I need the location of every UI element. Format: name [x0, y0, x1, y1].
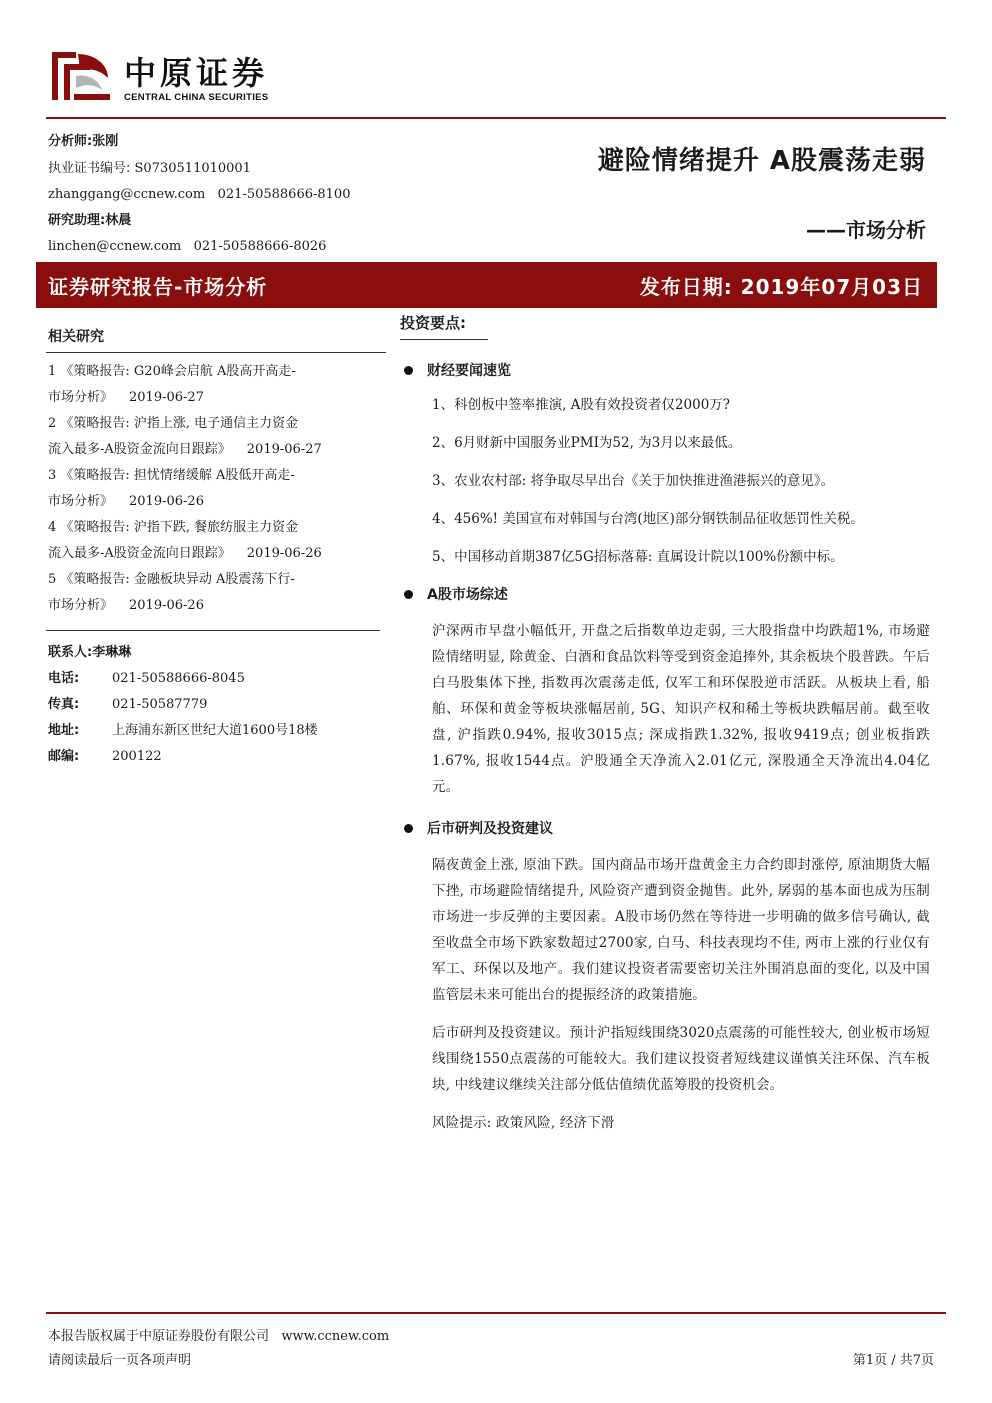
footer-disclaimer: 请阅读最后一页各项声明	[48, 1353, 192, 1368]
related-item-date: 2019-06-26	[129, 598, 204, 613]
news-item: 1、科创板中签率推演, A股有效投资者仅2000万?	[432, 397, 731, 413]
news-item: 3、农业农村部: 将争取尽早出台《关于加快推进渔港振兴的意见》。	[432, 473, 835, 489]
related-item-title-cont	[46, 593, 386, 619]
brand-name-en: CENTRAL CHINA SECURITIES	[124, 92, 269, 103]
related-research	[46, 318, 386, 619]
market-heading-row	[404, 584, 930, 604]
news-heading-row	[404, 360, 930, 380]
news-item: 2、6月财新中国服务业PMI为52, 为3月以来最低。	[432, 435, 742, 451]
bullet-dot-icon	[404, 366, 413, 375]
contact-block	[48, 640, 388, 770]
contact-address-row	[48, 718, 388, 744]
market-summary: 沪深两市早盘小幅低开, 开盘之后指数单边走弱, 三大股指盘中均跌超1%, 市场避险情绪明显, 除黄金、白酒和食品饮料等受到资金追捧外, 其余板块个股普跌。午后白马股集体下挫, 指数再次震荡走低, 仅军工和环保股逆市活跃。从板块上看, 船舶、环保和黄金等板块涨幅居前, 5G、知识产权和稀土等板块跌幅居前。截至收盘, 沪指跌0.94%, 报收3015点; 深成指跌1.32%, 报收9419点; 创业板指跌1.67%, 报收1544点。沪股通全天净流入2.01亿元, 深股通全天净流出4.04亿元。	[432, 623, 930, 795]
news-item: 4、456%! 美国宣布对韩国与台湾(地区)部分钢铁制品征收惩罚性关税。	[432, 511, 864, 527]
advice-paragraph-1: 隔夜黄金上涨, 原油下跌。国内商品市场开盘黄金主力合约即封涨停, 原油期货大幅下挫, 市场避险情绪提升, 风险资产遭到资金抛售。此外, 孱弱的基本面也成为压制市场进一步反弹的主要因素。A股市场仍然在等待进一步明确的做多信号确认, 截至收盘全市场下跌家数超过2700家, 白马、科技表现均不佳, 两市上涨的行业仅有军工、环保以及地产。我们建议投资者需要密切关注外围消息面的变化, 以及中国监管层未来可能出台的提振经济的政策措施。	[432, 857, 930, 1003]
related-item-title-cont	[46, 385, 386, 411]
assistant-label: 研究助理:	[48, 213, 106, 228]
contact-zip-label: 邮编:	[48, 749, 80, 764]
banner-publish-date: 发布日期: 2019年07月03日	[639, 275, 923, 299]
advice-heading-row	[404, 818, 930, 838]
related-item-title-cont	[46, 489, 386, 515]
related-item-title: 3 《策略报告: 担忧情绪缓解 A股低开高走-	[48, 468, 295, 483]
bullet-dot-icon	[404, 824, 413, 833]
news-item: 5、中国移动首期387亿5G招标落幕: 直属设计院以100%份额中标。	[432, 549, 844, 565]
header-rule	[46, 117, 946, 119]
footer-rule	[46, 1312, 946, 1314]
report-subtitle: ——市场分析	[806, 218, 926, 242]
market-heading: A股市场综述	[427, 587, 508, 603]
contact-fax-label: 传真:	[48, 697, 80, 712]
contact-zip: 200122	[112, 749, 162, 764]
contact-address-label: 地址:	[48, 723, 80, 738]
related-item-date: 2019-06-26	[246, 546, 322, 561]
contact-person-label: 联系人:	[48, 645, 93, 660]
report-banner	[36, 262, 937, 308]
contact-phone: 021-50588666-8045	[112, 671, 245, 686]
contact-fax: 021-50587779	[112, 697, 208, 712]
contact-person-row	[48, 640, 388, 666]
advice-paragraph-2: 后市研判及投资建议。预计沪指短线围绕3020点震荡的可能性较大, 创业板市场短线围绕1550点震荡的可能较大。我们建议投资者短线建议谨慎关注环保、汽车板块, 中线建议继续关注部分低估值绩优蓝筹股的投资机会。	[432, 1025, 930, 1093]
analyst-cert: S0730511010001	[134, 161, 251, 176]
key-points-heading: 投资要点:	[400, 312, 488, 340]
related-item-title: 5 《策略报告: 金融板块异动 A股震荡下行-	[48, 572, 295, 587]
assistant-name: 林晨	[105, 213, 132, 228]
related-item-date: 2019-06-27	[129, 390, 204, 405]
analyst-cert-row	[48, 159, 251, 179]
contact-address: 上海浦东新区世纪大道1600号18楼	[112, 723, 318, 738]
related-item-title: 1 《策略报告: G20峰会启航 A股高开高走-	[48, 364, 296, 379]
contact-phone-row	[48, 666, 388, 692]
assistant-row	[48, 211, 131, 231]
footer-page-number: 第1页 / 共7页	[852, 1353, 934, 1368]
assistant-contact: linchen@ccnew.com 021-50588666-8026	[48, 239, 327, 254]
contact-person: 李琳琳	[92, 645, 132, 660]
analyst-name-row	[48, 132, 118, 152]
contact-phone-label: 电话:	[48, 671, 80, 686]
related-item-title-tail: 市场分析》	[48, 598, 114, 613]
banner-category: 证券研究报告-市场分析	[48, 275, 268, 299]
analyst-contact: zhanggang@ccnew.com 021-50588666-8100	[48, 187, 351, 202]
related-item-title-tail: 流入最多-A股资金流向日跟踪》	[48, 546, 231, 561]
news-heading: 财经要闻速览	[427, 363, 511, 379]
related-item-title-cont	[46, 541, 386, 567]
related-item-title-tail: 市场分析》	[48, 494, 114, 509]
risk-note: 风险提示: 政策风险, 经济下滑	[432, 1115, 615, 1131]
advice-heading: 后市研判及投资建议	[427, 821, 553, 837]
bullet-dot-icon	[404, 590, 413, 599]
footer-copyright: 本报告版权属于中原证券股份有限公司 www.ccnew.com	[48, 1329, 390, 1344]
news-list	[400, 392, 930, 570]
related-item-title: 4 《策略报告: 沪指下跌, 餐旅纺服主力资金	[48, 520, 299, 535]
report-title: 避险情绪提升 A股震荡走弱	[597, 146, 926, 176]
related-item-title-tail: 市场分析》	[48, 390, 114, 405]
analyst-cert-label: 执业证书编号:	[48, 161, 131, 176]
related-item-date: 2019-06-27	[246, 442, 322, 457]
analyst-name: 张刚	[92, 134, 119, 149]
analyst-name-label: 分析师:	[48, 134, 93, 149]
contact-rule	[46, 630, 380, 631]
contact-fax-row	[48, 692, 388, 718]
brand-logo-mark	[50, 50, 112, 104]
related-heading: 相关研究	[46, 318, 386, 353]
related-item-title-tail: 流入最多-A股资金流向日跟踪》	[48, 442, 231, 457]
brand-name-cn: 中原证券	[124, 54, 269, 92]
contact-zip-row	[48, 744, 388, 770]
related-item-title-cont	[46, 437, 386, 463]
related-list	[46, 359, 386, 619]
related-item-title: 2 《策略报告: 沪指上涨, 电子通信主力资金	[48, 416, 299, 431]
key-points	[400, 312, 930, 1136]
related-item-date: 2019-06-26	[129, 494, 204, 509]
